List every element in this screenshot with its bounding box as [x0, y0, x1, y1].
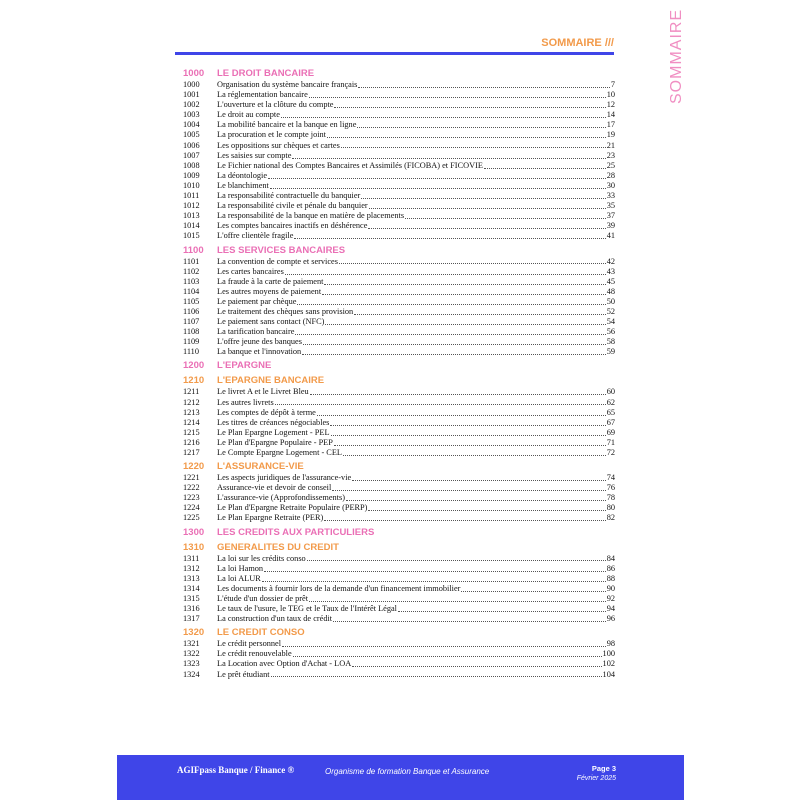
dot-leader: [295, 327, 605, 335]
toc-entry[interactable]: [183, 473, 615, 483]
dot-leader: [270, 181, 606, 189]
entry-page: 45: [606, 276, 615, 286]
entry-page: 94: [606, 604, 615, 614]
entry-number: 1003: [183, 110, 200, 120]
dot-leader: [343, 448, 606, 456]
entry-number: 1005: [183, 130, 200, 140]
toc-entry[interactable]: [183, 513, 615, 523]
entry-page: 19: [606, 130, 615, 140]
entry-number: 1006: [183, 140, 200, 150]
entry-title: Les cartes bancaires: [217, 266, 284, 276]
entry-page: 21: [606, 140, 615, 150]
entry-number: 1110: [183, 347, 199, 357]
toc-entry[interactable]: [183, 564, 615, 574]
toc-entry[interactable]: [183, 438, 615, 448]
entry-number: 1322: [183, 649, 200, 659]
entry-number: 1008: [183, 160, 200, 170]
toc-entry[interactable]: [183, 483, 615, 493]
section-title: LES CREDITS AUX PARTICULIERS: [217, 526, 375, 538]
section-number: 1200: [183, 360, 205, 372]
entry-page: 67: [606, 417, 615, 427]
dot-leader: [341, 141, 606, 149]
toc-entry[interactable]: [183, 387, 615, 397]
dot-leader: [461, 584, 605, 592]
section-number: 1210: [183, 375, 205, 387]
dot-leader: [339, 257, 606, 265]
dot-leader: [317, 408, 606, 416]
entry-page: 50: [606, 296, 615, 306]
entry-page: 43: [606, 266, 615, 276]
toc-entry[interactable]: [183, 191, 615, 201]
dot-leader: [294, 231, 605, 239]
toc-entry[interactable]: [183, 659, 615, 669]
toc-entry[interactable]: [183, 493, 615, 503]
toc-entry[interactable]: [183, 574, 615, 584]
toc-entry[interactable]: [183, 287, 615, 297]
entry-number: 1224: [183, 503, 200, 513]
entry-title: Le taux de l'usure, le TEG et le Taux de l'Intérêt Légal: [217, 604, 397, 614]
section-number: 1320: [183, 627, 205, 639]
entry-number: 1212: [183, 397, 200, 407]
toc-entry[interactable]: [183, 639, 615, 649]
toc-entry[interactable]: [183, 448, 615, 458]
entry-title: Les comptes de dépôt à terme: [217, 407, 316, 417]
section-heading: [183, 360, 615, 372]
entry-title: L'ouverture et la clôture du compte: [217, 100, 334, 110]
dot-leader: [325, 317, 605, 325]
entry-title: La loi sur les crédits conso: [217, 553, 306, 563]
dot-leader: [398, 604, 606, 612]
side-title-text: SOMMAIRE: [668, 8, 685, 104]
section-title: LE DROIT BANCAIRE: [217, 68, 315, 79]
side-title: [648, 8, 685, 110]
dot-leader: [368, 221, 605, 229]
dot-leader: [331, 428, 606, 436]
section-title: GENERALITES DU CREDIT: [217, 541, 339, 553]
section-title: L'EPARGNE: [217, 360, 272, 372]
entry-page: 54: [606, 317, 615, 327]
entry-number: 1211: [183, 387, 200, 397]
toc-entry[interactable]: [183, 277, 615, 287]
entry-title: Le paiement par chèque: [217, 296, 297, 306]
dot-leader: [327, 130, 606, 138]
toc-entry[interactable]: [183, 171, 615, 181]
entry-title: La Location avec Option d'Achat - LOA: [217, 659, 352, 669]
entry-title: Les titres de créances négociables: [217, 417, 330, 427]
entry-page: 71: [606, 437, 615, 447]
entry-number: 1323: [183, 659, 200, 669]
section-title: L'ASSURANCE-VIE: [217, 461, 304, 473]
dot-leader: [368, 503, 605, 511]
section-number: 1310: [183, 541, 205, 553]
dot-leader: [282, 639, 606, 647]
entry-title: Les documents à fournir lors de la demande d'un financement immobilier: [217, 583, 461, 593]
entry-number: 1000: [183, 80, 200, 89]
entry-number: 1104: [183, 286, 200, 296]
header-rule: [175, 52, 614, 55]
footer-bar: [117, 755, 684, 800]
toc-entry[interactable]: [183, 297, 615, 307]
entry-title: L'assurance-vie (Approfondissements): [217, 493, 345, 503]
toc-entry[interactable]: [183, 120, 615, 130]
dot-leader: [330, 418, 605, 426]
dot-leader: [334, 100, 605, 108]
entry-number: 1015: [183, 231, 200, 241]
dot-leader: [309, 90, 606, 98]
toc-entry[interactable]: [183, 554, 615, 564]
entry-number: 1009: [183, 170, 200, 180]
entry-number: 1013: [183, 211, 200, 221]
entry-page: 69: [606, 427, 615, 437]
toc-entry[interactable]: [183, 181, 615, 191]
entry-page: 78: [606, 493, 615, 503]
dot-leader: [324, 277, 605, 285]
section-number: 1000: [183, 68, 205, 79]
section-title: L'EPARGNE BANCAIRE: [217, 375, 325, 387]
entry-title: Le livret A et le Livret Bleu: [217, 387, 309, 397]
entry-number: 1214: [183, 417, 200, 427]
entry-title: La responsabilité contractuelle du banquier: [217, 191, 361, 201]
entry-page: 48: [606, 286, 615, 296]
entry-page: 82: [606, 513, 615, 523]
entry-title: Le Fichier national des Comptes Bancaires et Assimilés (FICOBA) et FICOVIE: [217, 160, 483, 170]
entry-page: 35: [606, 201, 615, 211]
entry-page: 33: [606, 191, 615, 201]
dot-leader: [292, 151, 605, 159]
entry-page: 76: [606, 483, 615, 493]
dot-leader: [369, 201, 606, 209]
entry-number: 1314: [183, 583, 200, 593]
entry-page: 14: [606, 110, 615, 120]
entry-title: Le crédit personnel: [217, 639, 282, 649]
footer-date: Février 2025: [576, 775, 616, 782]
entry-title: Le droit au compte: [217, 110, 280, 120]
dot-leader: [352, 659, 601, 667]
entry-number: 1222: [183, 483, 200, 493]
entry-number: 1107: [183, 317, 200, 327]
section-number: 1300: [183, 526, 205, 538]
entry-page: 12: [606, 100, 615, 110]
toc-entry[interactable]: [183, 211, 615, 221]
toc-entry[interactable]: [183, 151, 615, 161]
entry-number: 1215: [183, 427, 200, 437]
entry-number: 1004: [183, 120, 200, 130]
entry-title: La convention de compte et services: [217, 256, 338, 266]
entry-page: 10: [606, 90, 615, 100]
entry-title: Le crédit renouvelable: [217, 649, 292, 659]
dot-leader: [281, 110, 606, 118]
footer-tagline: Organisme de formation Banque et Assurance: [325, 767, 490, 776]
entry-title: La construction d'un taux de crédit: [217, 614, 333, 624]
entry-page: 84: [606, 553, 615, 563]
footer-page-number: Page 3: [591, 764, 616, 773]
dot-leader: [302, 347, 605, 355]
toc-entry[interactable]: [183, 428, 615, 438]
dot-leader: [332, 483, 605, 491]
entry-title: Assurance-vie et devoir de conseil: [217, 483, 332, 493]
dot-leader: [346, 493, 606, 501]
entry-number: 1106: [183, 306, 200, 316]
entry-number: 1103: [183, 276, 200, 286]
entry-page: 52: [606, 306, 615, 316]
dot-leader: [334, 438, 606, 446]
entry-title: Le Plan d'Epargne Populaire - PEP: [217, 437, 333, 447]
section-number: 1220: [183, 461, 205, 473]
toc-entry[interactable]: [183, 257, 615, 267]
entry-title: La responsabilité de la banque en matière de placements: [217, 211, 405, 221]
section-heading: [183, 461, 615, 473]
entry-title: La banque et l'innovation: [217, 347, 302, 357]
toc-entry[interactable]: [183, 130, 615, 140]
entry-number: 1101: [183, 256, 200, 266]
toc-entry[interactable]: [183, 110, 615, 120]
dot-leader: [275, 398, 606, 406]
entry-title: Le Plan Epargne Logement - PEL: [217, 427, 330, 437]
entry-page: 23: [606, 150, 615, 160]
entry-page: 102: [602, 659, 615, 669]
toc-entry[interactable]: [183, 503, 615, 513]
dot-leader: [405, 211, 606, 219]
entry-number: 1321: [183, 639, 200, 649]
entry-title: La réglementation bancaire: [217, 90, 308, 100]
entry-title: L'offre clientèle fragile: [217, 231, 294, 241]
entry-number: 1108: [183, 327, 200, 337]
entry-page: 59: [606, 347, 615, 357]
entry-title: La procuration et le compte joint: [217, 130, 326, 140]
entry-title: Les saisies sur compte: [217, 150, 292, 160]
entry-page: 90: [606, 583, 615, 593]
entry-number: 1324: [183, 669, 200, 679]
dot-leader: [324, 513, 605, 521]
toc-entry[interactable]: [183, 649, 615, 659]
entry-number: 1102: [183, 266, 200, 276]
toc-entry[interactable]: [183, 141, 615, 151]
toc-entry[interactable]: [183, 584, 615, 594]
entry-number: 1311: [183, 553, 200, 563]
section-heading: [183, 627, 615, 639]
entry-number: 1313: [183, 573, 200, 583]
toc-entry[interactable]: [183, 161, 615, 171]
entry-page: 80: [606, 503, 615, 513]
entry-title: Le Plan Epargne Retraite (PER): [217, 513, 324, 523]
entry-page: 74: [606, 473, 615, 483]
entry-title: La déontologie: [217, 170, 267, 180]
dot-leader: [285, 267, 606, 275]
section-heading: [183, 375, 615, 387]
dot-leader: [303, 337, 606, 345]
dot-leader: [354, 307, 606, 315]
entry-title: La fraude à la carte de paiement: [217, 276, 324, 286]
entry-title: Les autres moyens de paiement: [217, 286, 322, 296]
entry-title: Le Compte Epargne Logement - CEL: [217, 448, 342, 457]
section-title: LES SERVICES BANCAIRES: [217, 244, 346, 256]
entry-page: 56: [606, 327, 615, 337]
entry-title: La loi ALUR: [217, 573, 261, 583]
footer-org-name: AGIFpass Banque / Finance ®: [177, 765, 295, 775]
entry-title: Le blanchiment: [217, 180, 269, 190]
entry-page: 104: [602, 669, 615, 679]
entry-page: 60: [606, 387, 615, 397]
dot-leader: [310, 387, 606, 395]
entry-number: 1216: [183, 437, 200, 447]
dot-leader: [361, 191, 605, 199]
entry-page: 72: [606, 448, 615, 457]
section-heading: [183, 527, 615, 539]
toc-entry[interactable]: [183, 267, 615, 277]
toc-entry[interactable]: [183, 614, 615, 624]
dot-leader: [271, 670, 602, 678]
entry-page: 96: [606, 614, 615, 624]
entry-page: 39: [606, 221, 615, 231]
dot-leader: [333, 614, 606, 622]
dot-leader: [484, 161, 606, 169]
dot-leader: [293, 649, 602, 657]
entry-page: 86: [606, 563, 615, 573]
entry-page: 98: [606, 639, 615, 649]
entry-page: 37: [606, 211, 615, 221]
entry-title: Les comptes bancaires inactifs en déshérence: [217, 221, 368, 231]
toc-entry[interactable]: [183, 90, 615, 100]
entry-number: 1217: [183, 448, 200, 457]
entry-title: Le prêt étudiant: [217, 669, 270, 679]
section-title: LE CREDIT CONSO: [217, 627, 305, 639]
dot-leader: [307, 554, 606, 562]
entry-title: Organisation du système bancaire français: [217, 80, 358, 89]
entry-title: Les aspects juridiques de l'assurance-vie: [217, 473, 352, 483]
entry-page: 58: [606, 337, 615, 347]
entry-title: Le paiement sans contact (NFC): [217, 317, 325, 327]
entry-title: Les autres livrets: [217, 397, 274, 407]
entry-page: 30: [606, 180, 615, 190]
entry-page: 41: [606, 231, 615, 241]
entry-page: 42: [606, 256, 615, 266]
entry-number: 1002: [183, 100, 200, 110]
entry-number: 1109: [183, 337, 200, 347]
entry-page: 65: [606, 407, 615, 417]
entry-title: Les oppositions sur chèques et cartes: [217, 140, 340, 150]
entry-title: Le Plan d'Epargne Retraite Populaire (PERP): [217, 503, 368, 513]
toc-entry[interactable]: [183, 670, 615, 680]
dot-leader: [262, 574, 606, 582]
entry-number: 1316: [183, 604, 200, 614]
entry-number: 1317: [183, 614, 200, 624]
entry-page: 92: [606, 593, 615, 603]
toc-entry[interactable]: [183, 317, 615, 327]
entry-number: 1221: [183, 473, 200, 483]
entry-number: 1001: [183, 90, 200, 100]
entry-page: 88: [606, 573, 615, 583]
entry-number: 1223: [183, 493, 200, 503]
toc-entry[interactable]: [183, 327, 615, 337]
section-heading: [183, 68, 615, 80]
entry-number: 1315: [183, 593, 200, 603]
entry-title: La tarification bancaire: [217, 327, 295, 337]
header-label: SOMMAIRE ///: [541, 37, 614, 49]
entry-page: 62: [606, 397, 615, 407]
toc-entry[interactable]: [183, 231, 615, 241]
entry-page: 100: [602, 649, 615, 659]
dot-leader: [358, 80, 609, 88]
entry-title: Le traitement des chèques sans provision: [217, 306, 354, 316]
toc-entry[interactable]: [183, 418, 615, 428]
dot-leader: [264, 564, 606, 572]
entry-number: 1225: [183, 513, 200, 523]
entry-number: 1014: [183, 221, 200, 231]
toc-entry[interactable]: [183, 347, 615, 357]
toc-entry[interactable]: [183, 307, 615, 317]
entry-title: La loi Hamon: [217, 563, 264, 573]
toc-entry[interactable]: [183, 604, 615, 614]
entry-page: 25: [606, 160, 615, 170]
entry-number: 1012: [183, 201, 200, 211]
dot-leader: [357, 120, 605, 128]
entry-title: L'offre jeune des banques: [217, 337, 302, 347]
entry-number: 1010: [183, 180, 200, 190]
entry-number: 1312: [183, 563, 200, 573]
dot-leader: [268, 171, 606, 179]
toc-entry[interactable]: [183, 337, 615, 347]
section-heading: [183, 542, 615, 554]
section-number: 1100: [183, 244, 204, 256]
entry-number: 1011: [183, 191, 200, 201]
entry-title: La mobilité bancaire et la banque en ligne: [217, 120, 357, 130]
dot-leader: [352, 473, 606, 481]
toc-entry[interactable]: [183, 100, 615, 110]
entry-number: 1007: [183, 150, 200, 160]
dot-leader: [309, 594, 606, 602]
entry-page: 28: [606, 170, 615, 180]
toc-entry[interactable]: [183, 398, 615, 408]
entry-number: 1105: [183, 296, 200, 306]
toc-entry[interactable]: [183, 80, 615, 90]
section-heading: [183, 245, 615, 257]
entry-page: 17: [606, 120, 615, 130]
toc-entry[interactable]: [183, 408, 615, 418]
dot-leader: [297, 297, 605, 305]
entry-title: La responsabilité civile et pénale du banquier: [217, 201, 368, 211]
entry-title: L'étude d'un dossier de prêt: [217, 593, 309, 603]
dot-leader: [322, 287, 606, 295]
table-of-contents: [183, 68, 615, 680]
entry-page: 7: [610, 80, 615, 89]
toc-entry[interactable]: [183, 594, 615, 604]
toc-entry[interactable]: [183, 201, 615, 211]
entry-number: 1213: [183, 407, 200, 417]
toc-entry[interactable]: [183, 221, 615, 231]
